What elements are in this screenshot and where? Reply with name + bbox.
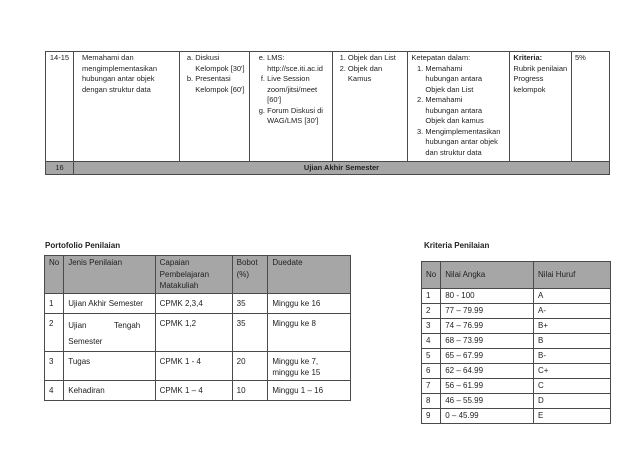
list-item: a. Diskusi Kelompok [30'] [195,53,246,74]
cell: 9 [422,409,441,424]
cell: 80 - 100 [441,289,534,304]
cell: B+ [533,319,610,334]
exam-week: 16 [46,162,74,175]
table-row [422,334,611,349]
cell: CPMK 1 - 4 [155,351,232,380]
portfolio-title: Portofolio Penilaian [45,241,121,250]
cell: A- [533,304,610,319]
cell: 46 – 55.99 [441,394,534,409]
cell-text: Ujian Tengah Semester [68,320,141,346]
cell: 35 [232,293,268,313]
cell: CPMK 2,3,4 [155,293,232,313]
cell: 0 – 45.99 [441,409,534,424]
table-row [422,379,611,394]
header-cell: No [422,262,441,289]
criteria-text: Rubrik penilaian Progress kelompok [513,63,568,94]
cell: 77 – 79.99 [441,304,534,319]
header-cell: Nilai Huruf [533,262,610,289]
methods-cell [180,52,250,162]
cell: CPMK 1,2 [155,313,232,351]
cell: 35 [232,313,268,351]
list-item: e. LMS: http://sce.iti.ac.id [267,53,329,74]
table-row [45,380,351,400]
topic-cell: Memahami dan mengimplementasikan hubungan antar objek dengan struktur data [73,52,179,162]
cell: 20 [232,351,268,380]
indicators-label: Ketepatan dalam: [411,53,471,62]
cell: 2 [45,313,64,351]
cell: A [533,289,610,304]
cell: E [533,409,610,424]
header-cell: Bobot (%) [232,256,268,294]
portfolio-table [44,255,351,401]
rps-table [45,51,610,175]
cell: 3 [45,351,64,380]
table-row [45,293,351,313]
cell: 10 [232,380,268,400]
cell: Tugas [64,351,155,380]
header-cell: Nilai Angka [441,262,534,289]
online-cell [250,52,333,162]
cell: 56 – 61.99 [441,379,534,394]
table-header [422,262,611,289]
cell: 6 [422,364,441,379]
header-cell: No [45,256,64,294]
cell: Minggu ke 7, minggu ke 15 [268,351,351,380]
table-row [46,52,610,162]
criteria-cell [510,52,572,162]
header-cell: Jenis Penilaian [64,256,155,294]
week-cell: 14-15 [46,52,74,162]
cell: D [533,394,610,409]
table-row [422,364,611,379]
cell: 74 – 76.99 [441,319,534,334]
indicators-cell [408,52,510,162]
table-row [45,313,351,351]
header-cell: Capaian Pembelajaran Matakuliah [155,256,232,294]
cell: 1 [422,289,441,304]
table-row [45,351,351,380]
cell: 4 [45,380,64,400]
list-item: g. Forum Diskusi di WAG/LMS [30'] [267,106,329,127]
list-item: 1. Memahami hubungan antara Objek dan List [425,64,506,96]
cell: 5 [422,349,441,364]
cell: Minggu 1 – 16 [268,380,351,400]
cell: 2 [422,304,441,319]
table-row [422,349,611,364]
table-row [422,394,611,409]
table-row [422,289,611,304]
list-item: 1. Objek dan List [348,53,404,64]
materials-cell [332,52,407,162]
cell: C [533,379,610,394]
cell: 1 [45,293,64,313]
cell: 65 – 67.99 [441,349,534,364]
cell: 62 – 64.99 [441,364,534,379]
cell: Minggu ke 8 [268,313,351,351]
list-item: 2. Memahami hubungan antara Objek dan kamus [425,95,506,127]
cell: Kehadiran [64,380,155,400]
cell: Minggu ke 16 [268,293,351,313]
table-row [422,304,611,319]
kriteria-title: Kriteria Penilaian [424,241,490,250]
cell: 7 [422,379,441,394]
header-cell: Duedate [268,256,351,294]
table-header [45,256,351,294]
weight-cell: 5% [571,52,609,162]
table-row [422,319,611,334]
cell: Ujian Akhir Semester [64,293,155,313]
criteria-label: Kriteria: [513,53,543,62]
list-item: f. Live Session zoom/jitsi/meet [60'] [267,74,329,106]
cell: 68 – 73.99 [441,334,534,349]
cell: 3 [422,319,441,334]
cell [64,313,155,351]
exam-row [46,162,610,175]
kriteria-table [421,261,611,424]
exam-label: Ujian Akhir Semester [73,162,609,175]
table-row [422,409,611,424]
cell: B- [533,349,610,364]
list-item: 3. Mengimplementasikan hubungan antar objek dan struktur data [425,127,506,161]
list-item: b. Presentasi Kelompok [60'] [195,74,246,95]
cell: CPMK 1 – 4 [155,380,232,400]
cell: C+ [533,364,610,379]
cell: B [533,334,610,349]
cell: 8 [422,394,441,409]
list-item: 2. Objek dan Kamus [348,64,404,85]
cell: 4 [422,334,441,349]
